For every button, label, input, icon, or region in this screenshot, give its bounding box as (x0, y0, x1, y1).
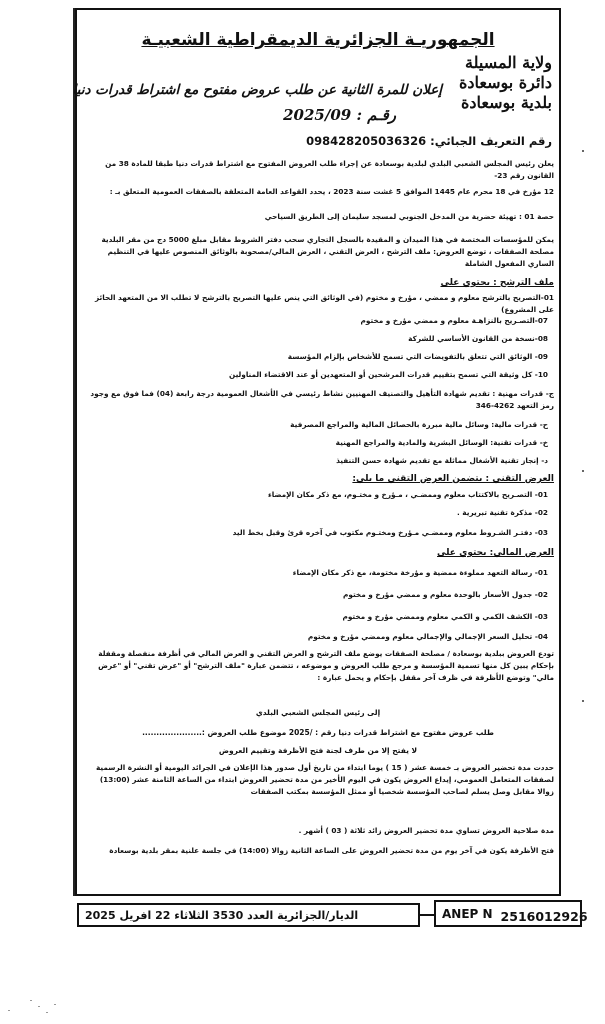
intro-line-2: 12 مؤرخ في 18 محرم عام 1445 الموافق 5 غشت سنة 2023 ، يحدد القواعد العامة المتعلقة بالصفقات العمومية المتعلق بـ : (109, 187, 554, 196)
candidacy-item: ح- قدرات مالية: وسائل مالية مبررة بالحصائل المالية والمراجع المصرفية (290, 420, 548, 429)
scan-speck (54, 1004, 56, 1005)
financial-item: 02- جدول الأسعار بالوحدة معلوم و ممضي مؤرخ و مختوم (343, 590, 548, 599)
scan-speck (8, 1010, 10, 1011)
no-open-notice: لا يفتح إلا من طرف لجنة فتح الأظرفة وتقييم العروض (218, 746, 418, 755)
publication-line: الديار/الجزائرية العدد 3530 الثلاثاء 22 افريل 2025 (85, 908, 359, 922)
daira-label: دائرة بوسعادة (458, 73, 552, 92)
commune-label: بلدية بوسعادة (461, 93, 552, 112)
scan-speck (582, 700, 584, 702)
candidacy-item: 01-التصريح بالترشح معلوم و ممضي ، مؤرخ و مختوم (في الوثائق التي ينص عليها التصريح بالترشح لا تطلب الا من المتعهد الحائز على المشروع) (94, 293, 554, 314)
scan-speck (46, 1012, 48, 1013)
financial-item: 04- تحليل السعر الإجمالي والإجمالي معلوم وممضي مؤرخ و مختوم (307, 632, 548, 641)
scan-speck (582, 470, 584, 472)
announcement-number: رقـم : 2025/09 (283, 106, 396, 124)
technical-item: 03- دفتـر الشـروط معلوم وممضـي مـؤرخ ومختـوم مكتوب في آخره قرئ وقبل بخط اليد (232, 528, 548, 537)
technical-item: 02- مذكرة تقنية تبريرية . (456, 508, 548, 517)
anep-label: ANEP N (442, 906, 493, 921)
announcement-subtitle: إعلان للمرة الثانية عن طلب عروض مفتوح مع اشتراط قدرات دنيا (72, 82, 442, 98)
intro-line-1: يعلن رئيس المجلس الشعبي البلدي لبلدية بوسعادة عن إجراء طلب العروض المفتوح مع اشتراط قدرات دنيا طبقا للمادة 38 من القانون رقم 23- (105, 159, 554, 180)
financial-item: 03- الكشف الكمي و الكمي معلوم وممضي مؤرخ و مختوم (342, 612, 548, 621)
technical-item: 01- التصـريح بالاكتتاب معلوم وممضـي ، مـؤرخ و مختـوم، مع ذكر مكان الإمضاء (267, 490, 548, 499)
anep-number: 2516012926 (500, 909, 588, 924)
candidacy-item: ج- قدرات مهنية : تقديم شهادة التأهيل والتصنيف المهنيين نشاط رئيسي في الأشغال العمومية درجة رابعة (04) فما فوق مع وجود رمز التعهد 4262-346 (90, 389, 554, 410)
addressee-line: إلى رئيس المجلس الشعبي البلدي (255, 708, 381, 717)
candidacy-item: د- إنجاز تقنية الأشغال مماثلة مع تقديم شهادة حسن التنفيذ (336, 456, 548, 465)
candidacy-item: 09- الوثائق التي تتعلق بالتفويضات التي تسمح للأشخاص بإلزام المؤسسة (287, 352, 548, 361)
technical-heading: العرض التقني : يتضمن العرض التقني ما يلي: (352, 474, 554, 484)
announcement-document (72, 16, 554, 892)
financial-item: 01- رسالة التعهد مملوءة ممضية و مؤرخة مختومة، مع ذكر مكان الإمضاء (292, 568, 548, 577)
footer-connector (420, 914, 434, 916)
offer-reference-line: طلب عروض مفتوح مع اشتراط قدرات دنيا رقم : /2025 موضوع طلب العروض :..................... (142, 728, 494, 737)
scan-speck (38, 1006, 40, 1007)
candidacy-heading: ملف الترشح : يحتوي على (440, 278, 554, 288)
candidacy-item: 07-التصـريح بالنزاهـة معلوم و ممضي مؤرخ و مختوم (360, 316, 548, 325)
candidacy-item: 08-نسخة من القانون الأساسي للشركة (408, 334, 548, 343)
lot-line: حصة 01 : تهيئة حضرية من المدخل الجنوبي لمسجد سليمان إلى الطريق السياحي (264, 212, 554, 221)
duration-paragraph: حددت مدة تحضير العروض بـ خمسة عشر ( 15 ) يوما ابتداء من تاريخ أول صدور هذا الإعلان في الجرائد اليومية أو النشرة الرسمية لصفقات المتعامل العمومي، إيداع العروض يكون في اليوم الأخير من مدة تحضير العروض ابتداء من الساعة الثامنة عشر (13:00) زوالا مقابل وصل يسلم لصاحب المؤسسة شخصيا أو ممثل المؤسسة بمكتب الصفقات (95, 763, 554, 796)
invite-paragraph: يمكن للمؤسسات المختصة في هذا الميدان و المقيدة بالسجل التجاري سحب دفتر الشروط مقابل مبلغ 5000 دج من مقر البلدية مصلحة الصفقات ، توضع العروض: ملف الترشح ، العرض التقني ، العرض المالي/مصحوبة بالوثائق المنصوص عليها في التنظيم الساري المفعول الشاملة (101, 235, 554, 268)
candidacy-item: خ- قدرات تقنية: الوسائل البشرية والمادية والمراجع المهنية (335, 438, 548, 447)
validity-line: مدة صلاحية العروض تساوي مدة تحضير العروض زائد ثلاثة ( 03 ) أشهر . (298, 826, 554, 835)
wilaya-label: ولاية المسيلة (465, 53, 552, 72)
publication-box (77, 903, 420, 927)
scan-speck (30, 1000, 32, 1001)
submission-paragraph: تودع العروض ببلدية بوسعادة / مصلحة الصفقات يوضع ملف الترشح و العرض التقني و العرض المالي في أظرفة منفصلة ومقفلة بإحكام يبين كل منها تسمية المؤسسة و مرجع طلب العروض و موضوعه ، تتضمن عبارة "ملف الترشح" أو "عرض تقني" أو "عرض مالي" وتوضع الأظرفة في ظرف آخر مقفل بإحكام و يحمل عبارة : (98, 649, 554, 682)
tax-id: رقم التعريف الجبائي: 098428205036326 (306, 134, 552, 148)
anep-box (434, 900, 588, 927)
financial-heading: العرض المالي: يحتوي على (437, 548, 554, 558)
opening-line: فتح الأظرفة يكون في آخر يوم من مدة تحضير العروض على الساعة الثانية زوالا (14:00) في جلسة علنية بمقر بلدية بوسعادة (109, 846, 554, 855)
scan-speck (582, 150, 584, 152)
candidacy-item: 10- كل وثيقة التي تسمح بتقييم قدرات المرشحين أو المتعهدين أو عند الاقتضاء المناولين (229, 370, 548, 379)
republic-title: الجمهوريـة الجزائرية الديمقراطية الشعبيـة (141, 30, 495, 50)
